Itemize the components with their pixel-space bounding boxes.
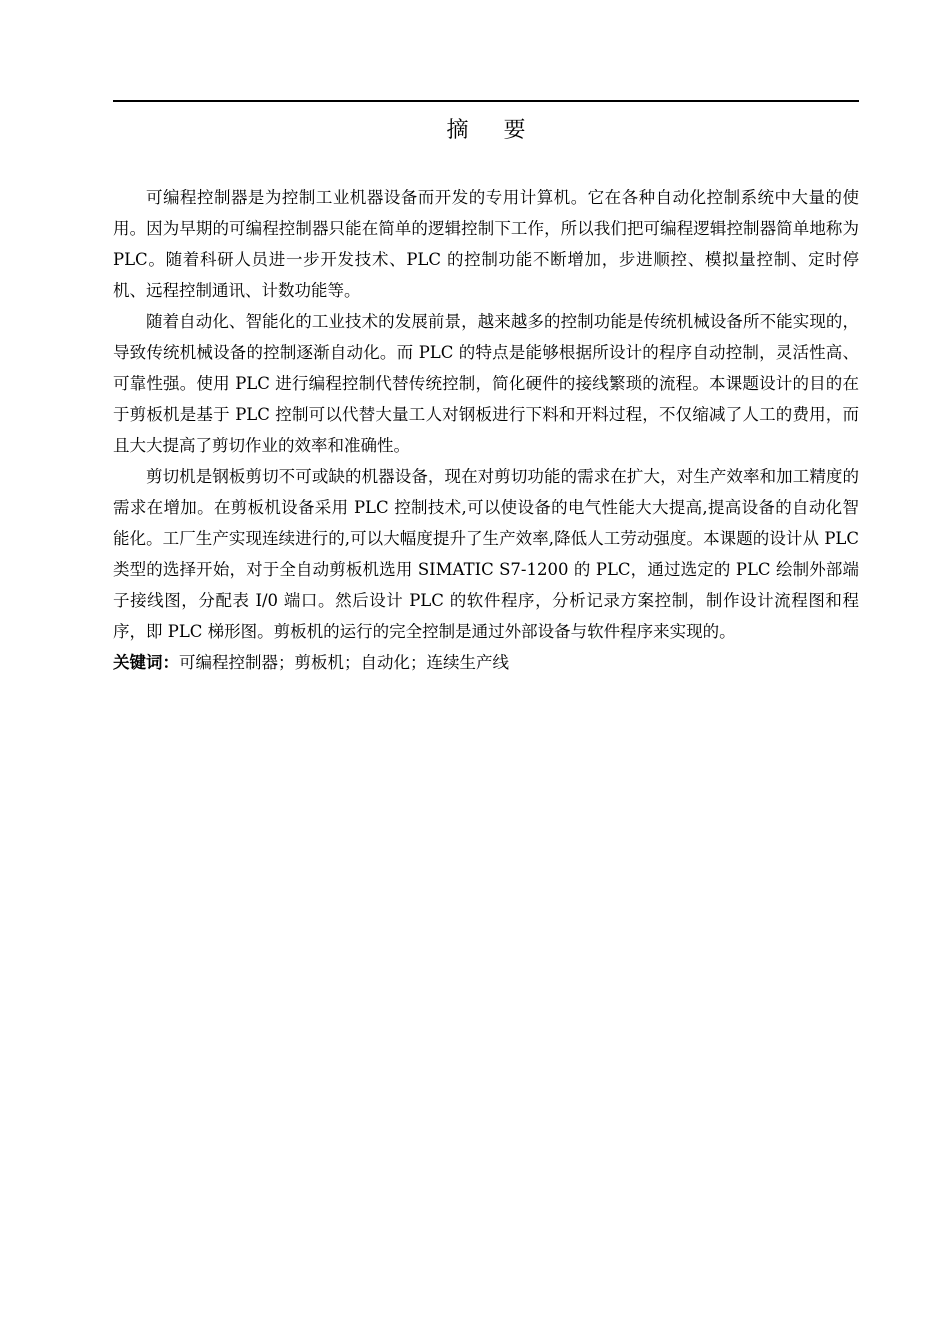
keywords-label: 关键词： (113, 653, 179, 672)
keywords-line (113, 647, 859, 678)
abstract-title: 摘 要 (446, 118, 540, 143)
abstract-paragraph-1: 可编程控制器是为控制工业机器设备而开发的专用计算机。它在各种自动化控制系统中大量的使用。因为早期的可编程控制器只能在简单的逻辑控制下工作，所以我们把可编程逻辑控制器简单地称为 PLC。随着科研人员进一步开发技术、PLC 的控制功能不断增加，步进顺控、模拟量控制、定时停机、远程控制通讯、计数功能等。 (113, 188, 859, 300)
abstract-paragraph-3: 剪切机是钢板剪切不可或缺的机器设备，现在对剪切功能的需求在扩大，对生产效率和加工精度的需求在增加。在剪板机设备采用 PLC 控制技术,可以使设备的电气性能大大提高,提高设备的自动化智能化。工厂生产实现连续进行的,可以大幅度提升了生产效率,降低人工劳动强度。本课题的设计从 PLC 类型的选择开始，对于全自动剪板机选用 SIMATIC S7-1200 的 PLC，通过选定的 PLC 绘制外部端子接线图，分配表 I/0 端口。然后设计 PLC 的软件程序，分析记录方案控制，制作设计流程图和程序，即 PLC 梯形图。剪板机的运行的完全控制是通过外部设备与软件程序来实现的。 (113, 467, 859, 641)
abstract-body (113, 182, 859, 678)
abstract-paragraph-2: 随着自动化、智能化的工业技术的发展前景，越来越多的控制功能是传统机械设备所不能实现的，导致传统机械设备的控制逐渐自动化。而 PLC 的特点是能够根据所设计的程序自动控制，灵活性高、可靠性强。使用 PLC 进行编程控制代替传统控制，简化硬件的接线繁琐的流程。本课题设计的目的在于剪板机是基于 PLC 控制可以代替大量工人对钢板进行下料和开料过程，不仅缩减了人工的费用，而且大大提高了剪切作业的效率和准确性。 (113, 312, 859, 455)
header-rule (113, 100, 859, 102)
document-page (113, 0, 859, 1344)
keywords-value: 可编程控制器；剪板机；自动化；连续生产线 (179, 653, 509, 672)
